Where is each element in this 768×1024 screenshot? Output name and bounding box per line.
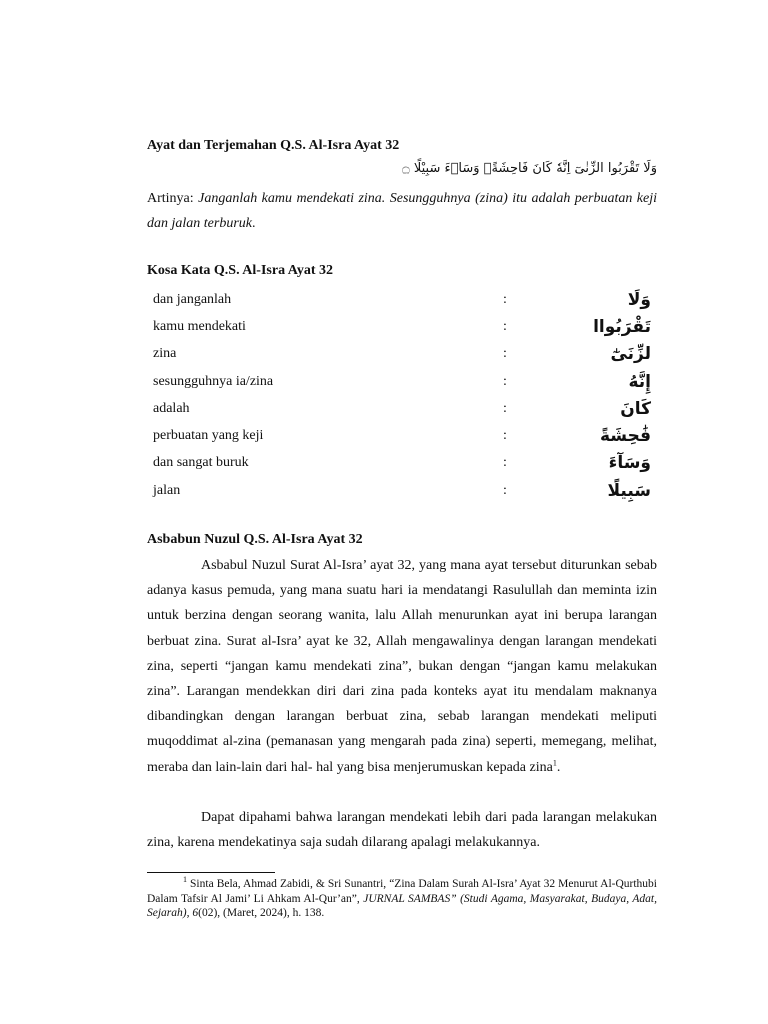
vocabulary-table [147, 286, 657, 504]
section-heading-asbabun-nuzul: Asbabun Nuzul Q.S. Al-Isra Ayat 32 [147, 532, 363, 547]
footnote [147, 877, 657, 921]
vocab-arabic: وَسَآءَ [608, 453, 651, 474]
vocab-arabic: فَٰحِشَةً [600, 426, 651, 447]
paragraph-1-end: . [556, 759, 561, 775]
vocab-meaning: dan janganlah [153, 291, 232, 307]
footnote-reference[interactable]: 1 [552, 757, 557, 767]
vocab-colon: : [503, 291, 507, 307]
vocab-colon: : [503, 318, 507, 334]
vocab-arabic: تَقْرَبُواا [593, 316, 651, 337]
vocab-meaning: jalan [153, 482, 181, 498]
translation-text: Janganlah kamu mendekati zina. Sesungguhnya (zina) itu adalah perbuatan keji dan jalan terburuk [147, 191, 658, 231]
vocab-meaning: dan sangat buruk [153, 455, 249, 471]
vocab-colon: : [503, 400, 507, 416]
footnote-journal: JURNAL SAMBAS” (Studi Agama, Masyarakat, Budaya, Adat, Sejarah), 6 [147, 892, 657, 919]
vocab-colon: : [503, 455, 507, 471]
translation-end: . [252, 216, 256, 231]
footnote-divider [147, 872, 275, 873]
footnote-number: 1 [183, 875, 187, 885]
translation-paragraph [147, 186, 657, 236]
vocab-meaning: perbuatan yang keji [153, 428, 264, 444]
vocab-row [147, 395, 657, 422]
vocab-colon: : [503, 346, 507, 362]
vocab-arabic: إِنَّهُ [628, 371, 651, 392]
vocab-arabic: سَبِيلًا [607, 480, 651, 501]
vocab-row [147, 341, 657, 368]
vocab-arabic: لزِّنَىٰٓ [610, 344, 651, 365]
vocab-colon: : [503, 428, 507, 444]
vocab-colon: : [503, 373, 507, 389]
section-heading-kosa-kata: Kosa Kata Q.S. Al-Isra Ayat 32 [147, 263, 334, 278]
vocab-row [147, 450, 657, 477]
paragraph-1-text: Asbabul Nuzul Surat Al-Isra’ ayat 32, yang mana ayat tersebut diturunkan sebab adanya kasus pemuda, yang mana suatu hari ia mendatangi Rasulullah dan meminta izin untuk berzina dengan seorang wanita, lalu Allah menurunkan ayat ini berupa larangan berbuat zina. Surat al-Isra’ ayat ke 32, Allah mengawalinya dengan larangan mendekati zina, seperti “jangan kamu mendekati zina”, bukan dengan “jangan kamu melakukan zina”. Larangan mendekkan diri dari zina pada konteks ayat itu mendalam maknanya dibandingkan dengan larangan berbuat zina, sebab larangan mendekati meliputi muqoddimat al-zina (pemanasan yang mengarah pada zina) seperti, memegang, melihat, meraba dan lain-lain dari hal- hal yang bisa menjerumuskan kepada zina [147, 558, 657, 775]
vocab-row [147, 477, 657, 504]
vocab-meaning: sesungguhnya ia/zina [153, 373, 274, 389]
asbabun-nuzul-paragraph-2: Dapat dipahami bahwa larangan mendekati lebih dari pada larangan melakukan zina, karena mendekatinya saja sudah dilarang apalagi melakukannya. [147, 810, 657, 851]
vocab-meaning: zina [153, 346, 177, 362]
translation-label: Artinya: [147, 191, 194, 206]
vocab-meaning: adalah [153, 400, 190, 416]
vocab-row [147, 422, 657, 449]
vocab-arabic: كَانَ [620, 398, 651, 419]
section-heading-ayat: Ayat dan Terjemahan Q.S. Al-Isra Ayat 32 [147, 138, 400, 153]
vocab-meaning: kamu mendekati [153, 318, 246, 334]
vocab-row [147, 368, 657, 395]
footnote-text: Sinta Bela, Ahmad Zabidi, & Sri Sunantri, “Zina Dalam Surah Al-Isra’ Ayat 32 Menurut Al-Qurthubi Dalam Tafsir Al Jami’ Li Ahkam Al-Qur’an”, [147, 878, 657, 905]
vocab-colon: : [503, 482, 507, 498]
footnote-end: (02), (Maret, 2024), h. 138. [198, 907, 325, 919]
asbabun-nuzul-paragraph-1 [147, 553, 657, 780]
vocab-row [147, 286, 657, 313]
arabic-verse: وَلَا تَقْرَبُوا الزِّنٰىٓ اِنَّهٗ كَانَ فَاحِشَةًۗ وَسَاۤءَ سَبِيْلًا ۝ [402, 161, 657, 176]
vocab-row [147, 313, 657, 340]
vocab-arabic: وَلَا [627, 289, 651, 310]
